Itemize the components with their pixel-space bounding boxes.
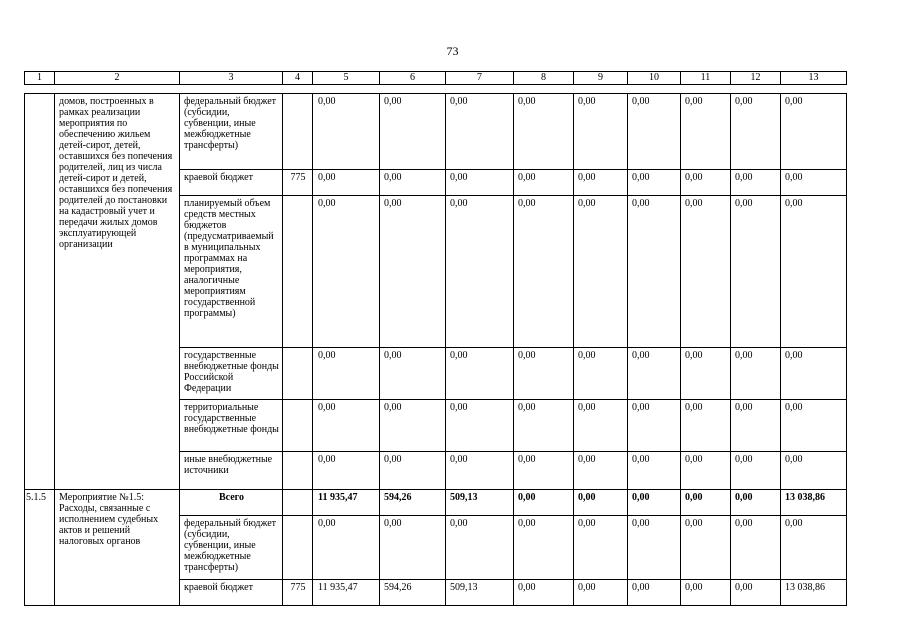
code-cell: 775: [283, 170, 313, 196]
value-cell: 0,00: [628, 348, 681, 400]
value-cell: 0,00: [781, 196, 847, 348]
header-col-12: 12: [731, 72, 781, 85]
value-cell: 0,00: [574, 400, 628, 452]
value-cell: 0,00: [628, 94, 681, 170]
value-cell: 0,00: [574, 516, 628, 580]
source-cell: планируемый объем средств местных бюджетов (предусматриваемый в муниципальных программах на мероприятия, аналогичные мероприятиям государственной программы): [180, 196, 283, 348]
value-cell: 0,00: [446, 452, 514, 490]
item-number-cell: 5.1.5: [25, 490, 55, 606]
value-cell: 0,00: [574, 490, 628, 516]
header-col-2: 2: [55, 72, 180, 85]
value-cell: 0,00: [313, 348, 380, 400]
value-cell: 0,00: [681, 490, 731, 516]
value-cell: 0,00: [731, 348, 781, 400]
value-cell: 0,00: [731, 516, 781, 580]
value-cell: 0,00: [446, 348, 514, 400]
value-cell: 0,00: [628, 490, 681, 516]
value-cell: 0,00: [574, 452, 628, 490]
value-cell: 0,00: [380, 94, 446, 170]
value-cell: 0,00: [380, 452, 446, 490]
value-cell: 13 038,86: [781, 580, 847, 606]
source-cell: иные внебюджетные источники: [180, 452, 283, 490]
value-cell: 0,00: [628, 452, 681, 490]
value-cell: 0,00: [731, 94, 781, 170]
table-row: [25, 94, 847, 170]
value-cell: 0,00: [781, 170, 847, 196]
value-cell: 0,00: [380, 516, 446, 580]
value-cell: 594,26: [380, 490, 446, 516]
code-cell: [283, 400, 313, 452]
value-cell: 0,00: [514, 516, 574, 580]
value-cell: 0,00: [380, 348, 446, 400]
value-cell: 0,00: [731, 196, 781, 348]
value-cell: 0,00: [574, 170, 628, 196]
source-cell: федеральный бюджет (субсидии, субвенции, иные межбюджетные трансферты): [180, 516, 283, 580]
value-cell: 509,13: [446, 490, 514, 516]
header-col-11: 11: [681, 72, 731, 85]
source-cell: территориальные государственные внебюджетные фонды: [180, 400, 283, 452]
value-cell: 0,00: [313, 170, 380, 196]
value-cell: 0,00: [681, 452, 731, 490]
value-cell: 0,00: [628, 196, 681, 348]
value-cell: 0,00: [514, 490, 574, 516]
table-row: [25, 490, 847, 516]
value-cell: 0,00: [681, 400, 731, 452]
value-cell: 0,00: [446, 196, 514, 348]
value-cell: 0,00: [313, 196, 380, 348]
code-cell: [283, 452, 313, 490]
source-cell: краевой бюджет: [180, 580, 283, 606]
value-cell: 0,00: [781, 452, 847, 490]
value-cell: 0,00: [313, 452, 380, 490]
value-cell: 11 935,47: [313, 580, 380, 606]
code-cell: [283, 516, 313, 580]
value-cell: 0,00: [781, 400, 847, 452]
value-cell: 0,00: [628, 516, 681, 580]
value-cell: 0,00: [681, 170, 731, 196]
value-cell: 0,00: [731, 580, 781, 606]
value-cell: 0,00: [446, 400, 514, 452]
header-col-9: 9: [574, 72, 628, 85]
value-cell: 0,00: [628, 580, 681, 606]
source-cell-total: Всего: [180, 490, 283, 516]
value-cell: 0,00: [574, 196, 628, 348]
value-cell: 0,00: [313, 94, 380, 170]
value-cell: 0,00: [681, 196, 731, 348]
value-cell: 509,13: [446, 580, 514, 606]
value-cell: 0,00: [380, 196, 446, 348]
value-cell: 0,00: [628, 400, 681, 452]
value-cell: 13 038,86: [781, 490, 847, 516]
value-cell: 0,00: [514, 580, 574, 606]
column-number-header: [24, 71, 847, 85]
value-cell: 0,00: [446, 516, 514, 580]
value-cell: 0,00: [380, 170, 446, 196]
value-cell: 0,00: [628, 170, 681, 196]
item-name-cell: домов, построенных в рамках реализации мероприятия по обеспечению жильем детей-сирот, детей, оставшихся без попечения родителей, лиц из числа детей-сирот и детей, оставшихся без попечения родителей до постановки на кадастровый учет и передачи жилых домов эксплуатирующей организации: [55, 94, 180, 490]
value-cell: 0,00: [514, 170, 574, 196]
value-cell: 0,00: [514, 452, 574, 490]
value-cell: 0,00: [380, 400, 446, 452]
code-cell: [283, 490, 313, 516]
value-cell: 0,00: [574, 580, 628, 606]
value-cell: 0,00: [514, 400, 574, 452]
value-cell: 0,00: [446, 170, 514, 196]
code-cell: [283, 94, 313, 170]
value-cell: 0,00: [681, 580, 731, 606]
header-col-7: 7: [446, 72, 514, 85]
code-cell: [283, 196, 313, 348]
header-col-13: 13: [781, 72, 847, 85]
header-col-1: 1: [25, 72, 55, 85]
value-cell: 0,00: [313, 400, 380, 452]
funding-table: [24, 93, 847, 606]
value-cell: 0,00: [574, 348, 628, 400]
value-cell: 0,00: [781, 94, 847, 170]
value-cell: 0,00: [781, 348, 847, 400]
header-col-8: 8: [514, 72, 574, 85]
value-cell: 0,00: [681, 348, 731, 400]
value-cell: 0,00: [781, 516, 847, 580]
value-cell: 0,00: [731, 170, 781, 196]
value-cell: 0,00: [574, 94, 628, 170]
value-cell: 0,00: [313, 516, 380, 580]
page-number: 73: [446, 44, 459, 58]
value-cell: 0,00: [681, 516, 731, 580]
value-cell: 0,00: [514, 196, 574, 348]
value-cell: 0,00: [514, 94, 574, 170]
code-cell: 775: [283, 580, 313, 606]
value-cell: 11 935,47: [313, 490, 380, 516]
value-cell: 0,00: [681, 94, 731, 170]
header-col-3: 3: [180, 72, 283, 85]
value-cell: 0,00: [731, 452, 781, 490]
source-cell: государственные внебюджетные фонды Российской Федерации: [180, 348, 283, 400]
header-col-4: 4: [283, 72, 313, 85]
value-cell: 0,00: [731, 490, 781, 516]
code-cell: [283, 348, 313, 400]
value-cell: 0,00: [731, 400, 781, 452]
header-col-5: 5: [313, 72, 380, 85]
item-name-cell: Мероприятие №1.5: Расходы, связанные с исполнением судебных актов и решений налоговых органов: [55, 490, 180, 606]
value-cell: 0,00: [514, 348, 574, 400]
item-number-cell: [25, 94, 55, 490]
value-cell: 594,26: [380, 580, 446, 606]
source-cell: краевой бюджет: [180, 170, 283, 196]
header-col-10: 10: [628, 72, 681, 85]
source-cell: федеральный бюджет (субсидии, субвенции, иные межбюджетные трансферты): [180, 94, 283, 170]
header-col-6: 6: [380, 72, 446, 85]
value-cell: 0,00: [446, 94, 514, 170]
